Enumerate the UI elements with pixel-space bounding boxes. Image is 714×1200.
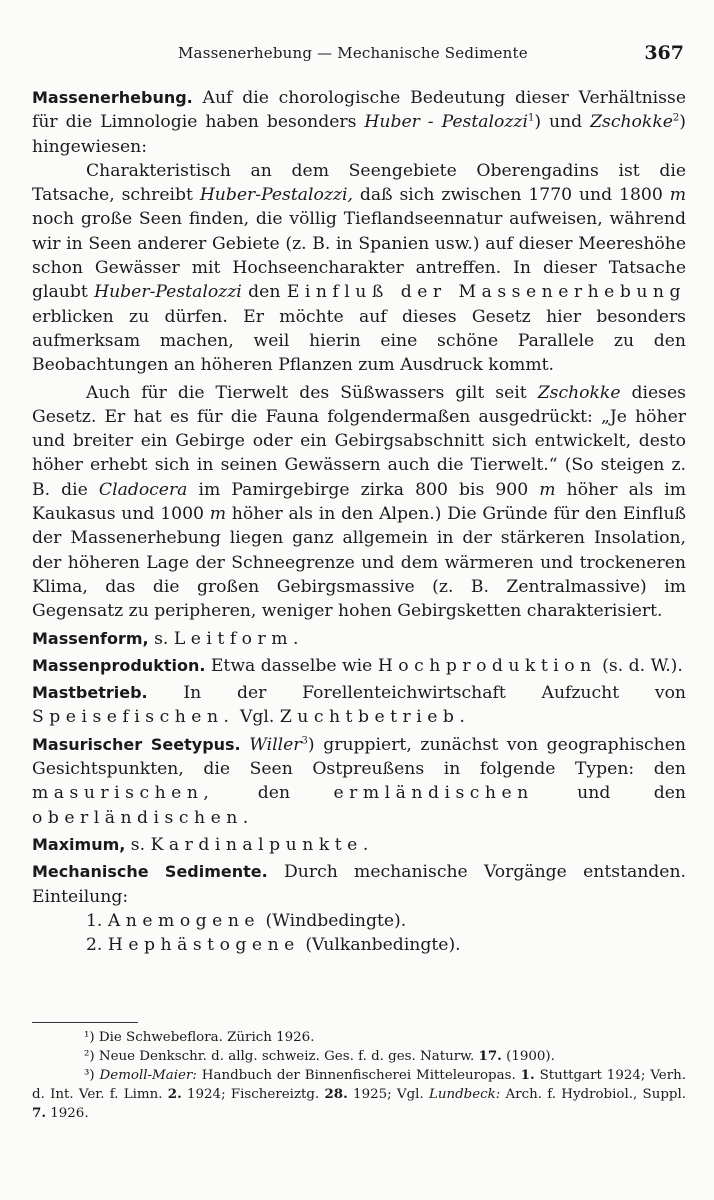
author-name: Huber-Pestalozzi — [94, 282, 242, 303]
author-name: Zschokke — [537, 382, 621, 403]
spaced-term: masurischen, — [32, 783, 215, 804]
footnote-2 — [32, 1047, 686, 1066]
entry-mechanische-sedimente — [32, 860, 686, 909]
text: höher als in den Alpen.) Die Gründe für den Einfluß der Massenerhebung liegen ganz allgemein in der stärkeren Insolation, der höheren Lage der Schneegrenze und dem wärmeren und trockeneren Klima, das die großen Gebirgsmassive (z. B. Zentralmassive) im Gegensatz zu peripheren, weniger hohen Gebirgsketten charakterisiert. — [32, 504, 686, 622]
spaced-term: Zuchtbetrieb. — [279, 707, 471, 728]
footnote-ref: 2 — [672, 112, 680, 124]
text: ³) — [84, 1068, 100, 1083]
text: Charakteristisch an dem Seengebiete Oberengadins ist die Tatsache, schreibt — [32, 160, 686, 206]
text: Auch für die Tierwelt des Süßwassers gilt seit — [86, 382, 538, 403]
list-number: 2. — [86, 935, 108, 956]
spaced-term: Anemogene — [107, 910, 261, 931]
list-number: 1. — [86, 910, 108, 931]
lemma-massenerhebung: Massenerhebung. — [32, 88, 193, 107]
entry-mastbetrieb — [32, 681, 686, 730]
text: Vgl. — [234, 707, 280, 728]
lemma-mastbetrieb: Mastbetrieb. — [32, 683, 148, 703]
page-number: 367 — [644, 42, 684, 64]
lemma-massenform: Massenform, — [32, 628, 149, 648]
entry-massenform — [32, 627, 686, 651]
text: 1924; Fischereiztg. — [181, 1087, 325, 1102]
text: höher als im Kaukasus und 1000 — [32, 479, 687, 525]
text: s. — [125, 834, 151, 855]
entry-masurischer-seetypus — [32, 733, 686, 830]
taxon: Cladocera — [98, 479, 188, 500]
author-name: Huber-Pestalozzi, — [199, 185, 353, 206]
author-name: Zschokke — [590, 112, 673, 133]
list-item — [32, 933, 686, 957]
text: ) hingewiesen: — [32, 112, 686, 157]
footnote-1 — [32, 1028, 686, 1047]
author-name: Willer — [249, 734, 302, 755]
entry-massenproduktion — [32, 654, 686, 678]
text: ¹) Die Schwebeflora. Zürich 1926. — [84, 1030, 315, 1045]
text: daß sich zwischen 1770 und 1800 — [352, 185, 670, 206]
lemma-mechanische-sedimente: Mechanische Sedimente. — [32, 862, 268, 882]
footnotes — [32, 1028, 686, 1123]
text: Stuttgart 1924; Verh. d. Int. Ver. f. Limn. — [32, 1068, 686, 1102]
text: 1926. — [45, 1106, 89, 1121]
footnote-divider — [32, 1022, 138, 1023]
text: (Windbedingte). — [260, 910, 407, 931]
text: 1925; Vgl. — [347, 1087, 429, 1102]
spaced-term: Hochproduktion — [377, 655, 597, 676]
text: Auf die chorologische Bedeutung dieser Verhältnisse für die Limnologie haben besonders — [32, 88, 686, 133]
text: im Pamirgebirge zirka 800 bis 900 — [187, 479, 540, 500]
text: ²) Neue Denkschr. d. allg. schweiz. Ges. f. d. ges. Naturw. — [84, 1049, 479, 1064]
text: und den — [533, 783, 686, 804]
volume-number: 17. — [478, 1048, 502, 1064]
unit: m — [209, 504, 227, 525]
text: Handbuch der Binnenfischerei Mitteleuropas. — [196, 1068, 521, 1083]
spaced-term: oberländischen. — [32, 807, 254, 828]
lemma-maximum: Maximum, — [32, 834, 126, 854]
author-name: Demoll-Maier: — [99, 1068, 197, 1083]
main-text — [32, 86, 686, 957]
text: den — [214, 783, 334, 804]
entry-massenerhebung — [32, 86, 686, 159]
unit: m — [669, 185, 686, 206]
unit: m — [539, 479, 556, 500]
text: noch große Seen finden, die völlig Tieflandseennatur aufweisen, während wir in Seen anderer Gebiete (z. B. in Spanien usw.) auf dieser Meereshöhe schon Gewässer mit Hochseencharakter antreffen. In dieser Tatsache glaubt — [32, 209, 686, 303]
running-head: Massenerhebung — Mechanische Sedimente — [178, 44, 528, 62]
lemma-masurischer-seetypus: Masurischer Seetypus. — [32, 734, 241, 754]
text: (Vulkanbedingte). — [299, 935, 461, 956]
text: (1900). — [501, 1049, 555, 1064]
footnote-ref: 1 — [527, 112, 535, 124]
text: ) gruppiert, zunächst von geographischen Gesichtspunkten, die Seen Ostpreußens in folgende Typen: den — [32, 734, 686, 780]
spaced-term: Kardinalpunkte. — [150, 834, 374, 855]
text: ) und — [534, 112, 591, 133]
text: Arch. f. Hydrobiol., Suppl. — [500, 1087, 687, 1102]
volume-number: 1. — [520, 1067, 535, 1083]
text: Etwa dasselbe wie — [205, 655, 378, 676]
entry-maximum — [32, 833, 686, 857]
text: s. — [148, 628, 174, 649]
spaced-term: Leitform. — [173, 628, 305, 649]
text: dieses Gesetz. Er hat es für die Fauna folgendermaßen ausgedrückt: „Je höher und breiter ein Gebirge oder ein Gebirgsabschnitt sich entwickelt, desto höher erhebt sich in seinen Gewässern auch die Tierwelt.“ (So steigen z. B. die — [32, 382, 686, 500]
author-name: Lundbeck: — [428, 1087, 501, 1102]
lemma-massenproduktion: Massenproduktion. — [32, 655, 206, 675]
spaced-term: Einfluß der Massenerhebung — [286, 282, 687, 303]
text: den — [241, 282, 287, 303]
text: Durch mechanische Vorgänge entstanden. Einteilung: — [32, 862, 686, 907]
spaced-term: Speisefischen. — [32, 707, 235, 728]
footnote-ref: 3 — [301, 734, 308, 746]
text: (s. d. W.). — [596, 655, 683, 676]
spaced-term: ermländischen — [333, 783, 534, 804]
volume-number: 7. — [32, 1105, 46, 1121]
volume-number: 2. — [167, 1086, 182, 1102]
text: In der Forellenteichwirtschaft Aufzucht von — [147, 683, 686, 704]
spaced-term: Hephästogene — [107, 935, 300, 956]
list-item — [32, 909, 686, 933]
paragraph — [32, 381, 686, 624]
footnote-3 — [32, 1066, 686, 1123]
text: erblicken zu dürfen. Er möchte auf dieses Gesetz hier besonders aufmerksam machen, weil hierin eine schöne Parallele zu den Beobachtungen an höheren Pflanzen zum Ausdruck kommt. — [32, 306, 686, 376]
author-name: Huber - Pestalozzi — [364, 112, 528, 133]
paragraph — [32, 159, 686, 378]
volume-number: 28. — [324, 1086, 348, 1102]
